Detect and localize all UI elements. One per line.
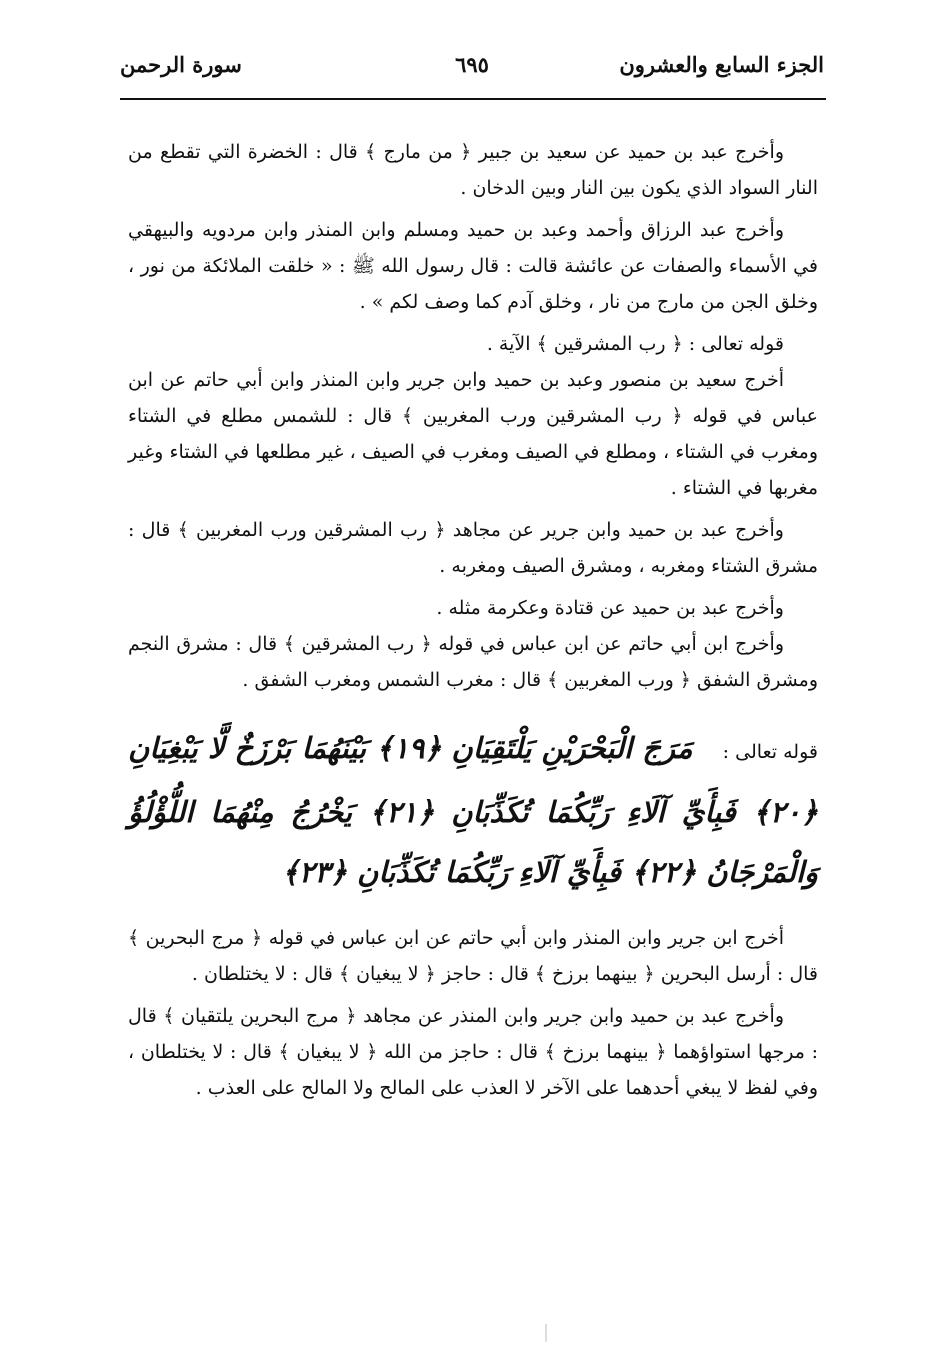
part-title: الجزء السابع والعشرون bbox=[619, 52, 824, 77]
verse-intro: قوله تعالى : bbox=[722, 741, 818, 763]
paragraph: وأخرج ابن أبي حاتم عن ابن عباس في قوله ﴿ رب المشرقين ﴾ قال : مشرق النجم ومشرق الشفق ﴿ ورب المغربين ﴾ قال : مغرب الشمس ومغرب الشفق . bbox=[128, 633, 818, 691]
paragraph: وأخرج عبد الرزاق وأحمد وعبد بن حميد ومسلم وابن المنذر وابن مردويه والبيهقي في الأسماء والصفات عن عائشة قالت : قال رسول الله ﷺ : « خلقت الملائكة من نور ، وخلق الجن من مارج من نار ، وخلق آدم كما وصف لكم » . bbox=[128, 219, 818, 313]
page-body bbox=[128, 134, 818, 1112]
paragraph: وأخرج عبد بن حميد عن قتادة وعكرمة مثله . bbox=[436, 597, 784, 619]
scan-mark bbox=[545, 1324, 547, 1342]
paragraph: وأخرج عبد بن حميد عن سعيد بن جبير ﴿ من مارج ﴾ قال : الخضرة التي تقطع من النار السواد الذي يكون بين النار وبين الدخان . bbox=[128, 141, 818, 199]
page-number: ٦٩٥ bbox=[455, 52, 489, 77]
header-rule bbox=[120, 98, 826, 100]
paragraph: وأخرج عبد بن حميد وابن جرير عن مجاهد ﴿ رب المشرقين ورب المغربين ﴾ قال : مشرق الشتاء ومغربه ، ومشرق الصيف ومغربه . bbox=[128, 519, 818, 577]
paragraph: قوله تعالى : ﴿ رب المشرقين ﴾ الآية . bbox=[486, 333, 784, 355]
paragraph: أخرج ابن جرير وابن المنذر وابن أبي حاتم عن ابن عباس في قوله ﴿ مرج البحرين ﴾ قال : أرسل البحرين ﴿ بينهما برزخ ﴾ قال : حاجز ﴿ لا يبغيان ﴾ قال : لا يختلطان . bbox=[128, 927, 818, 985]
paragraph: أخرج سعيد بن منصور وعبد بن حميد وابن جرير وابن المنذر وابن أبي حاتم عن ابن عباس في قوله ﴿ رب المشرقين ورب المغربين ﴾ قال : للشمس مطلع في الشتاء ومغرب في الشتاء ، ومطلع في الصيف ومغرب في الصيف ، غير مطلعها في الشتاء وغير مغربها في الشتاء . bbox=[128, 369, 818, 499]
quran-verses-block bbox=[128, 718, 818, 902]
paragraph: وأخرج عبد بن حميد وابن جرير وابن المنذر عن مجاهد ﴿ مرج البحرين يلتقيان ﴾ قال : مرجها استواؤهما ﴿ بينهما برزخ ﴾ قال : حاجز من الله ﴿ لا يبغيان ﴾ قال : لا يختلطان ، وفي لفظ لا يبغي أحدهما على الآخر لا العذب على المالح ولا المالح على العذب . bbox=[128, 1005, 818, 1099]
surah-title: سورة الرحمن bbox=[120, 52, 242, 77]
quran-verses: مَرَجَ الْبَحْرَيْنِ يَلْتَقِيَانِ ﴿١٩﴾ بَيْنَهُمَا بَرْزَخٌ لَّا يَبْغِيَانِ ﴿٢٠﴾ فَبِأَيِّ آلَاءِ رَبِّكُمَا تُكَذِّبَانِ ﴿٢١﴾ يَخْرُجُ مِنْهُمَا اللُّؤْلُؤُ وَالْمَرْجَانُ ﴿٢٢﴾ فَبِأَيِّ آلَاءِ رَبِّكُمَا تُكَذِّبَانِ ﴿٢٣﴾ bbox=[128, 731, 818, 889]
page-header bbox=[120, 52, 824, 92]
